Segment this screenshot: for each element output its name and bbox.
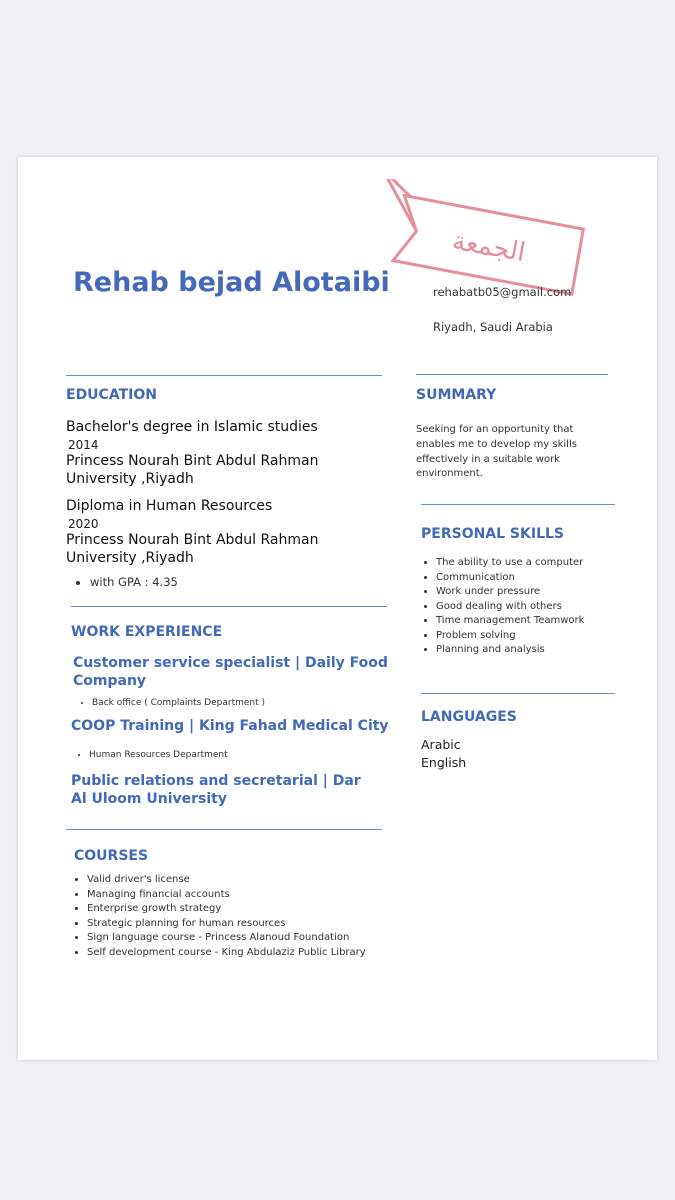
course-item: • Sign language course - Princess Alanoud Foundation bbox=[87, 931, 387, 946]
education-school: Princess Nourah Bint Abdul Rahman bbox=[66, 532, 319, 548]
skill-item: • Communication bbox=[436, 571, 636, 586]
job-title-line: Customer service specialist | Daily Food bbox=[73, 655, 388, 671]
skill-item: • Time management Teamwork bbox=[436, 614, 636, 629]
gpa-list bbox=[66, 575, 386, 589]
skills-list bbox=[418, 556, 636, 658]
divider bbox=[71, 606, 387, 607]
course-item: • Managing financial accounts bbox=[87, 888, 387, 903]
work-experience-heading: WORK EXPERIENCE bbox=[71, 624, 223, 640]
job-title-line: Public relations and secretarial | Dar bbox=[71, 773, 361, 789]
course-item: • Valid driver's license bbox=[87, 873, 387, 888]
job-title bbox=[73, 654, 393, 690]
candidate-name: Rehab bejad Alotaibi bbox=[73, 267, 390, 298]
job-detail: • Human Resources Department bbox=[89, 748, 228, 762]
languages-heading: LANGUAGES bbox=[421, 709, 517, 725]
job-title bbox=[71, 717, 391, 735]
education-degree: Bachelor's degree in Islamic studies bbox=[66, 419, 318, 435]
education-school: University ,Riyadh bbox=[66, 471, 194, 487]
job-title-line: COOP Training | King Fahad Medical City bbox=[71, 718, 389, 734]
courses-list bbox=[69, 873, 387, 960]
divider bbox=[66, 829, 382, 830]
course-item: • Enterprise growth strategy bbox=[87, 902, 387, 917]
personal-skills-heading: PERSONAL SKILLS bbox=[421, 526, 565, 542]
summary-text: Seeking for an opportunity that enables me to develop my skills effectively in a suitable work environment. bbox=[416, 424, 577, 480]
contact-email: rehabatb05@gmail.com bbox=[433, 285, 572, 299]
contact-location: Riyadh, Saudi Arabia bbox=[433, 320, 553, 334]
gpa-item: • with GPA : 4.35 bbox=[90, 575, 386, 589]
skill-item: • Work under pressure bbox=[436, 585, 636, 600]
language-item: English bbox=[421, 755, 467, 770]
resume-page bbox=[18, 157, 657, 1060]
job-details bbox=[74, 696, 265, 710]
education-heading: EDUCATION bbox=[66, 387, 157, 403]
divider bbox=[421, 504, 615, 505]
course-item: • Self development course - King Abdulaziz Public Library bbox=[87, 946, 387, 961]
education-degree: Diploma in Human Resources bbox=[66, 498, 273, 514]
languages-list bbox=[421, 736, 466, 772]
divider bbox=[66, 375, 382, 376]
divider bbox=[421, 693, 615, 694]
stamp-text: الجمعة bbox=[450, 225, 528, 269]
skill-item: • The ability to use a computer bbox=[436, 556, 636, 571]
job-title bbox=[71, 772, 391, 808]
education-year: 2020 bbox=[68, 517, 99, 531]
courses-heading: COURSES bbox=[74, 848, 149, 864]
language-item: Arabic bbox=[421, 737, 461, 752]
ribbon-stamp-graphic bbox=[358, 179, 598, 299]
skill-item: • Good dealing with others bbox=[436, 600, 636, 615]
skill-item: • Problem solving bbox=[436, 629, 636, 644]
job-details bbox=[71, 748, 228, 762]
job-detail: • Back office ( Complaints Department ) bbox=[92, 696, 265, 710]
education-year: 2014 bbox=[68, 438, 99, 452]
job-title-line: Al Uloom University bbox=[71, 791, 227, 807]
summary-heading: SUMMARY bbox=[416, 387, 497, 403]
education-school: University ,Riyadh bbox=[66, 550, 194, 566]
job-title-line: Company bbox=[73, 673, 147, 689]
education-school: Princess Nourah Bint Abdul Rahman bbox=[66, 453, 319, 469]
skill-item: • Planning and analysis bbox=[436, 643, 636, 658]
course-item: • Strategic planning for human resources bbox=[87, 917, 387, 932]
education-section bbox=[66, 418, 386, 589]
divider bbox=[416, 374, 608, 375]
